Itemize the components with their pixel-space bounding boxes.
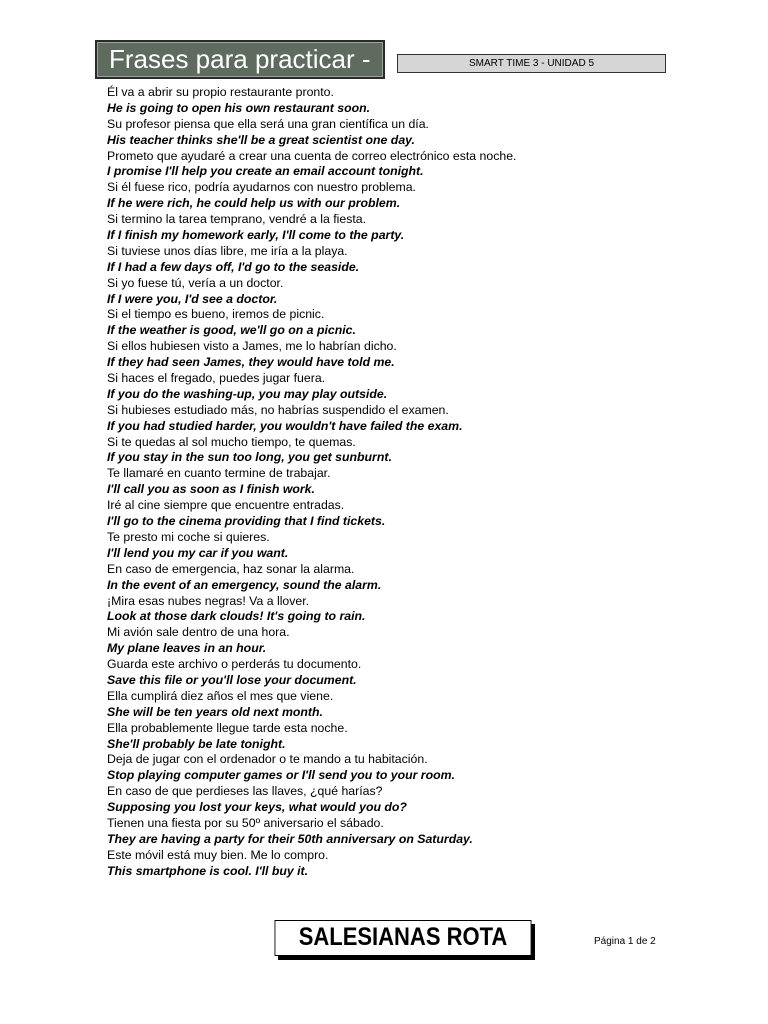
phrase-spanish: Si termino la tarea temprano, vendré a la fiesta. — [107, 212, 367, 227]
phrase-spanish: Si hubieses estudiado más, no habrías suspendido el examen. — [107, 402, 449, 417]
phrase-spanish: Guarda este archivo o perderás tu documento. — [107, 657, 362, 672]
phrase-english: I promise I'll help you create an email account tonight. — [107, 164, 424, 179]
phrase-english: This smartphone is cool. I'll buy it. — [107, 863, 309, 878]
phrase-english: Save this file or you'll lose your document. — [107, 672, 357, 687]
phrase-english: If he were rich, he could help us with our problem. — [107, 196, 401, 211]
phrase-spanish: Ella probablemente llegue tarde esta noche. — [107, 720, 348, 735]
phrase-list — [107, 85, 707, 880]
phrase-spanish: Si te quedas al sol mucho tiempo, te quemas. — [107, 434, 356, 449]
phrase-english: If the weather is good, we'll go on a picnic. — [107, 323, 356, 338]
phrase-spanish: Mi avión sale dentro de una hora. — [107, 625, 290, 640]
phrase-english: She'll probably be late tonight. — [107, 736, 286, 751]
phrase-english: If I had a few days off, I'd go to the seaside. — [107, 259, 360, 274]
phrase-spanish: Si haces el fregado, puedes jugar fuera. — [107, 371, 326, 386]
phrase-spanish: ¡Mira esas nubes negras! Va a llover. — [107, 593, 310, 608]
phrase-english: I'll lend you my car if you want. — [107, 545, 289, 560]
phrase-english: She will be ten years old next month. — [107, 704, 323, 719]
phrase-english: My plane leaves in an hour. — [107, 641, 267, 656]
phrase-spanish: Te llamaré en cuanto termine de trabajar. — [107, 466, 331, 481]
phrase-english: If I were you, I'd see a doctor. — [107, 291, 278, 306]
phrase-spanish: Si tuviese unos días libre, me iría a la playa. — [107, 243, 348, 258]
phrase-english: They are having a party for their 50th anniversary on Saturday. — [107, 831, 473, 846]
phrase-spanish: En caso de que perdieses las llaves, ¿qué harías? — [107, 784, 383, 799]
phrase-spanish: Deja de jugar con el ordenador o te mando a tu habitación. — [107, 752, 428, 767]
phrase-spanish: Si yo fuese tú, vería a un doctor. — [107, 275, 284, 290]
phrase-spanish: Si el tiempo es bueno, iremos de picnic. — [107, 307, 325, 322]
phrase-spanish: Este móvil está muy bien. Me lo compro. — [107, 847, 329, 862]
phrase-english: If you had studied harder, you wouldn't have failed the exam. — [107, 418, 463, 433]
phrase-spanish: En caso de emergencia, haz sonar la alarma. — [107, 561, 355, 576]
phrase-spanish: Él va a abrir su propio restaurante pronto. — [107, 85, 334, 99]
phrase-spanish: Prometo que ayudaré a crear una cuenta de correo electrónico esta noche. — [107, 148, 517, 163]
page-number: Página 1 de 2 — [594, 936, 656, 947]
unit-label: SMART TIME 3 - UNIDAD 5 — [397, 54, 666, 73]
page-title: Frases para practicar - — [95, 40, 385, 79]
phrase-spanish: Si ellos hubiesen visto a James, me lo habrían dicho. — [107, 339, 397, 354]
phrase-spanish: Tienen una fiesta por su 50º aniversario el sábado. — [107, 815, 384, 830]
phrase-spanish: Ella cumplirá diez años el mes que viene. — [107, 688, 334, 703]
phrase-english: He is going to open his own restaurant soon. — [107, 100, 371, 115]
phrase-spanish: Su profesor piensa que ella será una gran científica un día. — [107, 116, 429, 131]
phrase-spanish: Si él fuese rico, podría ayudarnos con nuestro problema. — [107, 180, 416, 195]
phrase-english: If you do the washing-up, you may play outside. — [107, 386, 388, 401]
phrase-english: I'll go to the cinema providing that I find tickets. — [107, 514, 386, 529]
phrase-english: Look at those dark clouds! It's going to rain. — [107, 609, 366, 624]
phrase-spanish: Iré al cine siempre que encuentre entradas. — [107, 498, 345, 513]
phrase-english: I'll call you as soon as I finish work. — [107, 482, 315, 497]
school-name: SALESIANAS ROTA — [275, 920, 532, 956]
phrase-english: Stop playing computer games or I'll send you to your room. — [107, 768, 455, 783]
phrase-spanish: Te presto mi coche si quieres. — [107, 529, 270, 544]
phrase-english: If you stay in the sun too long, you get sunburnt. — [107, 450, 392, 465]
phrase-english: If I finish my homework early, I'll come to the party. — [107, 228, 405, 243]
phrase-english: In the event of an emergency, sound the alarm. — [107, 577, 382, 592]
phrase-english: If they had seen James, they would have told me. — [107, 355, 395, 370]
phrase-english: Supposing you lost your keys, what would you do? — [107, 800, 407, 815]
phrase-english: His teacher thinks she'll be a great scientist one day. — [107, 132, 415, 147]
